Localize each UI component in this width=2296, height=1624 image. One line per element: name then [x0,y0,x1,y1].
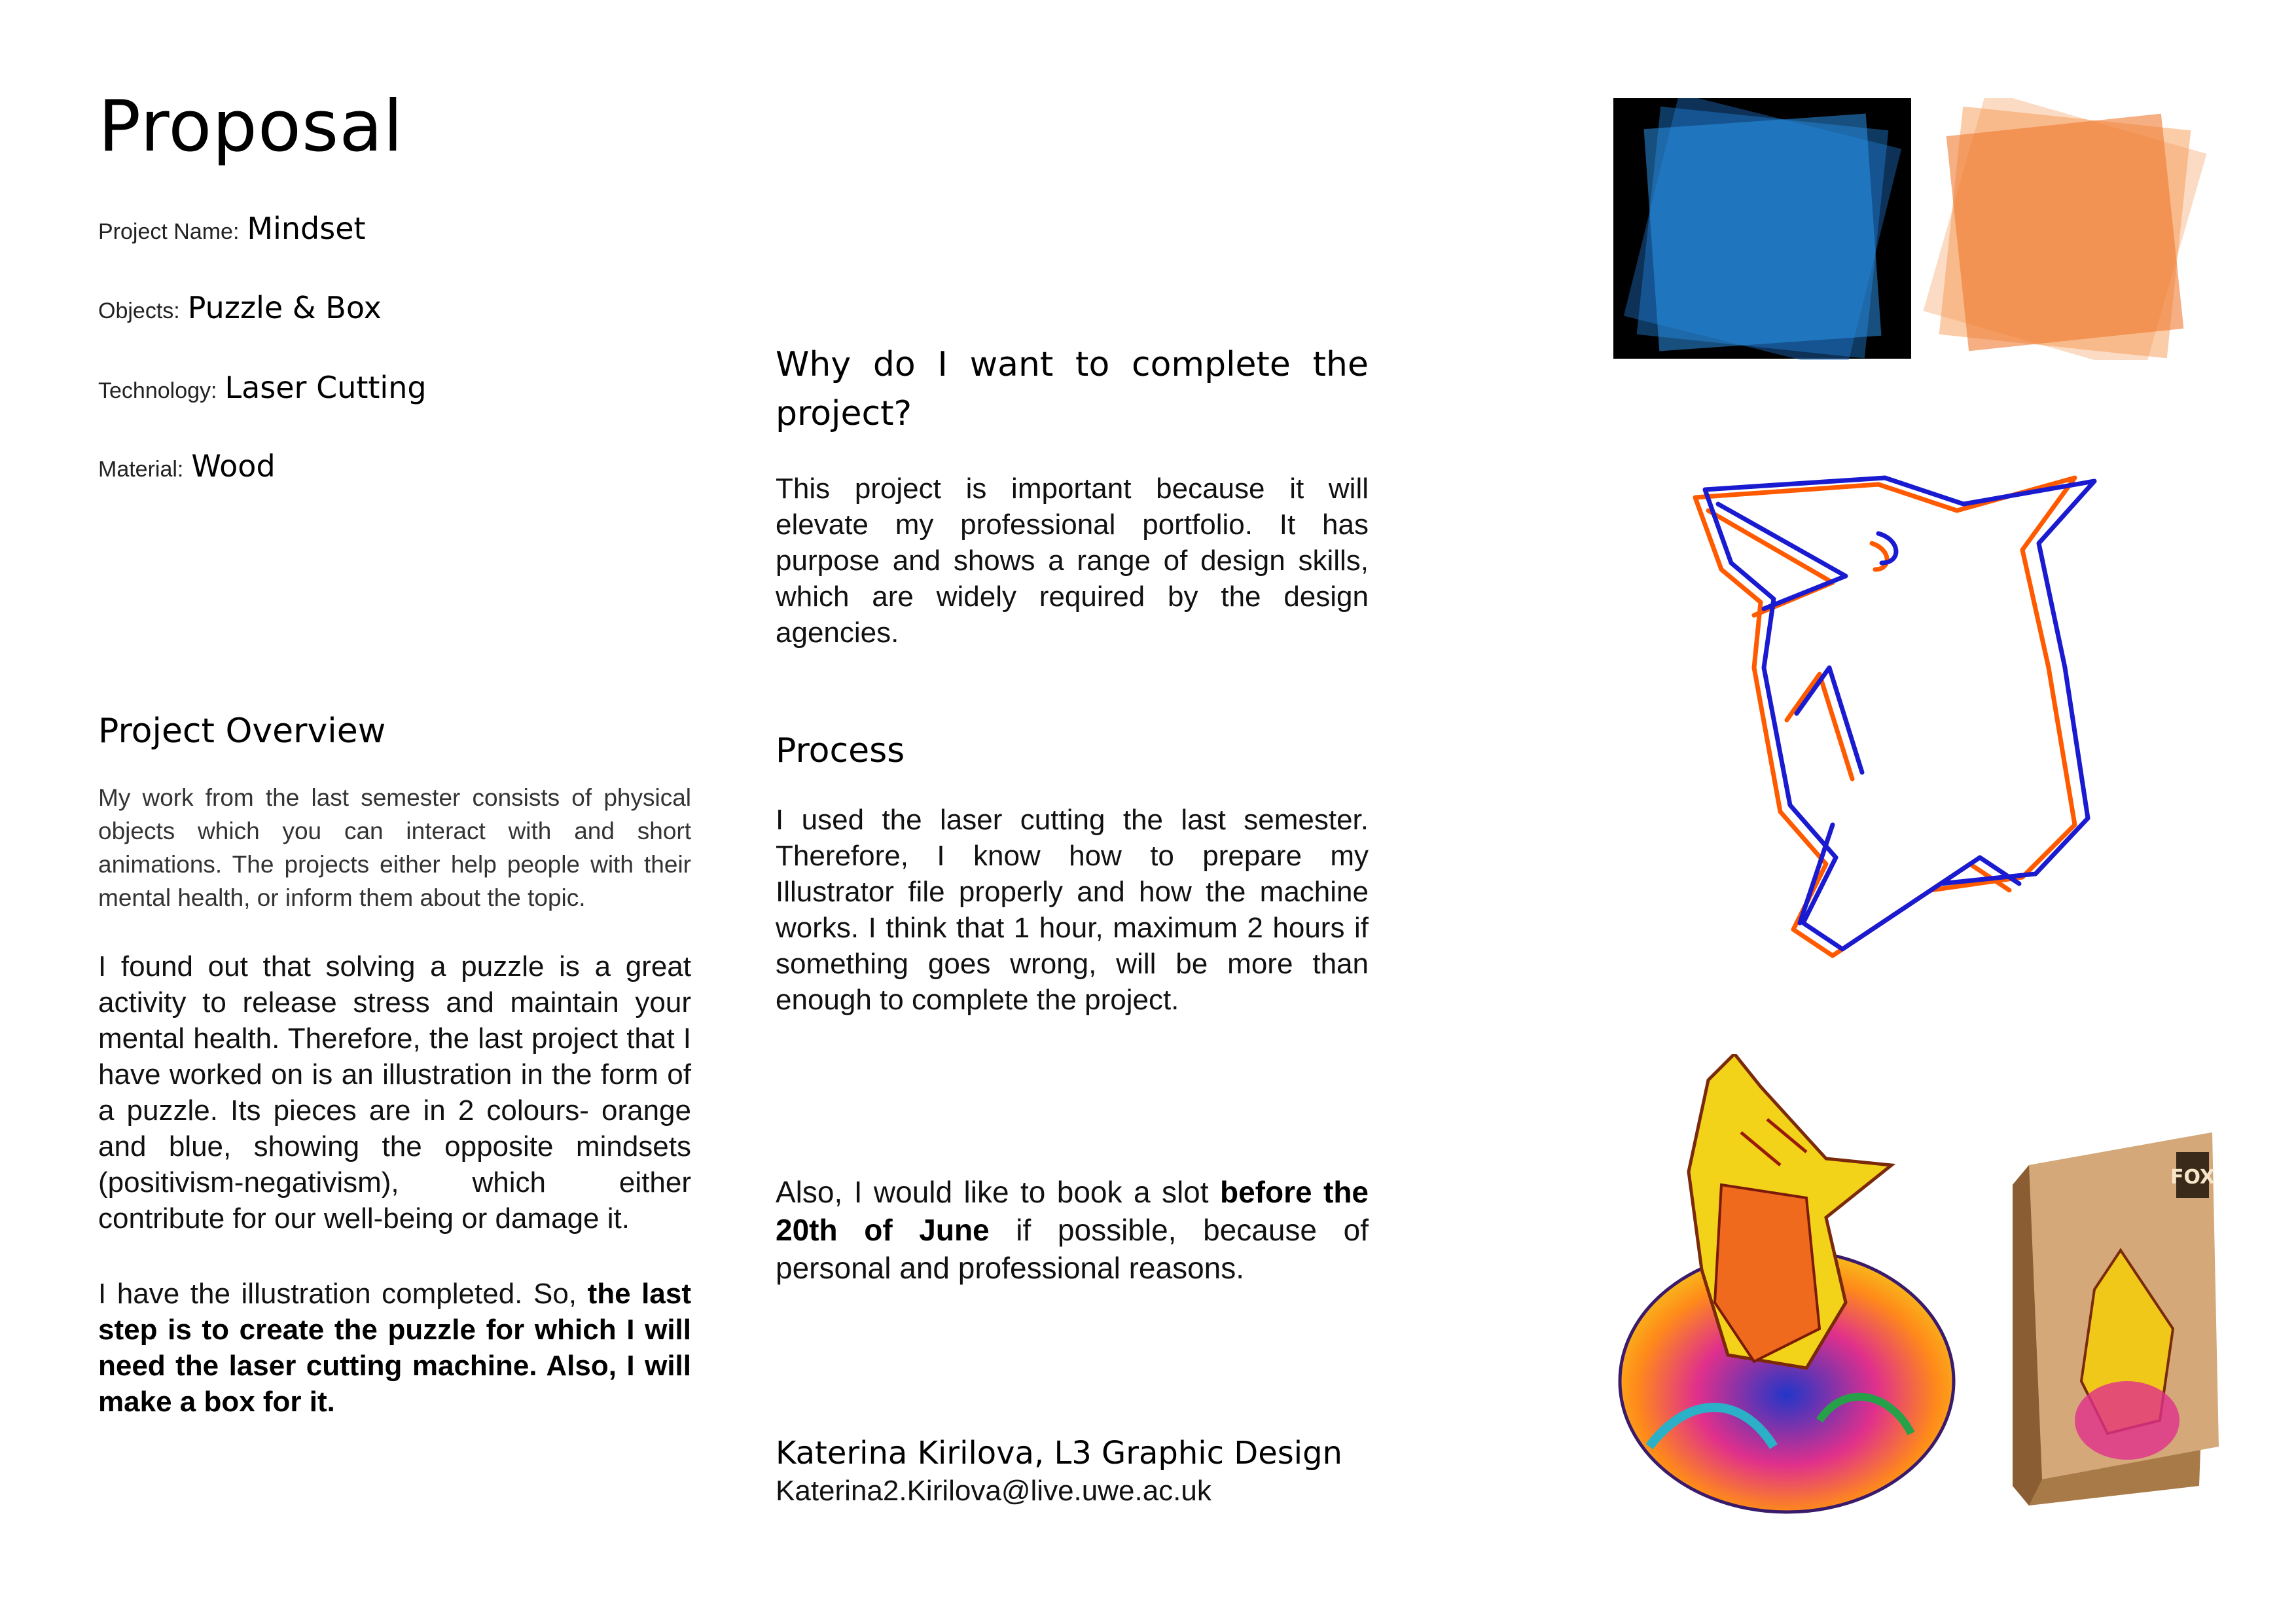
overview-heading: Project Overview [98,712,386,751]
author-name: Katerina Kirilova, L3 Graphic Design [776,1435,1342,1471]
overview-paragraph-2: I found out that solving a puzzle is a great activity to release stress and maintain your mental health. Therefore, the last project that I have worked on is an illustration in the form of a puzzle. Its pieces are in 2 colours- orange and blue, showing the opposite mindsets (positivism-negativism), which either contribute for our well-being or damage it. [98,950,691,1235]
objects-value: Puzzle & Box [187,290,382,325]
overview-p3-plain: I have the illustration completed. So, [98,1278,588,1310]
why-section [776,340,1369,651]
objects-row [98,290,382,325]
puzzle-fox [1620,1054,1954,1512]
bird-sketch-image [1682,471,2225,969]
puzzle-box [2013,1132,2219,1506]
material-value: Wood [191,448,276,484]
overview-section [98,707,691,1420]
booking-date: before the 20th of June [776,1175,1369,1247]
process-text: I used the laser cutting the last semester. Therefore, I know how to prepare my Illustrator file properly and how the machine works. I think that 1 hour, maximum 2 hours if something goes wrong, will be more than enough to complete the project. [776,804,1369,1017]
project-name-value: Mindset [247,211,366,246]
technology-value: Laser Cutting [224,370,427,405]
signature [776,1434,1342,1509]
overview-paragraph-3 [98,1276,691,1420]
project-name-label: Project Name: [98,219,240,244]
objects-label: Objects: [98,298,180,323]
box-brand-label: FOX [2170,1166,2215,1189]
booking-text [776,1173,1369,1287]
overview-paragraph-1: My work from the last semester consists of physical objects which you can interact with and short animations. The projects either help people with their mental health, or inform them about the topic. [98,784,691,912]
technology-row [98,370,427,405]
project-name-row [98,211,366,246]
author-email: Katerina2.Kirilova@live.uwe.ac.uk [776,1475,1211,1507]
process-section [776,727,1369,1018]
overview-p3-bold: the last step is to create the puzzle for which I will need the laser cutting machine. Also, I will make a box for it. [98,1278,692,1418]
booking-note [776,1173,1369,1287]
material-row [98,448,276,484]
material-label: Material: [98,457,184,482]
booking-after: if possible, because of personal and professional reasons. [776,1213,1369,1285]
booking-before: Also, I would like to book a slot [776,1175,1220,1209]
technology-label: Technology: [98,378,217,403]
fox-puzzle-image [1610,1054,2284,1519]
page-title: Proposal [98,86,404,168]
process-heading: Process [776,731,905,770]
why-heading: Why do I want to complete the project? [776,345,1369,434]
color-squares-image [1613,98,2209,360]
why-text: This project is important because it will elevate my professional portfolio. It has purpose and shows a range of design skills, which are widely required by the design agencies. [776,472,1369,649]
